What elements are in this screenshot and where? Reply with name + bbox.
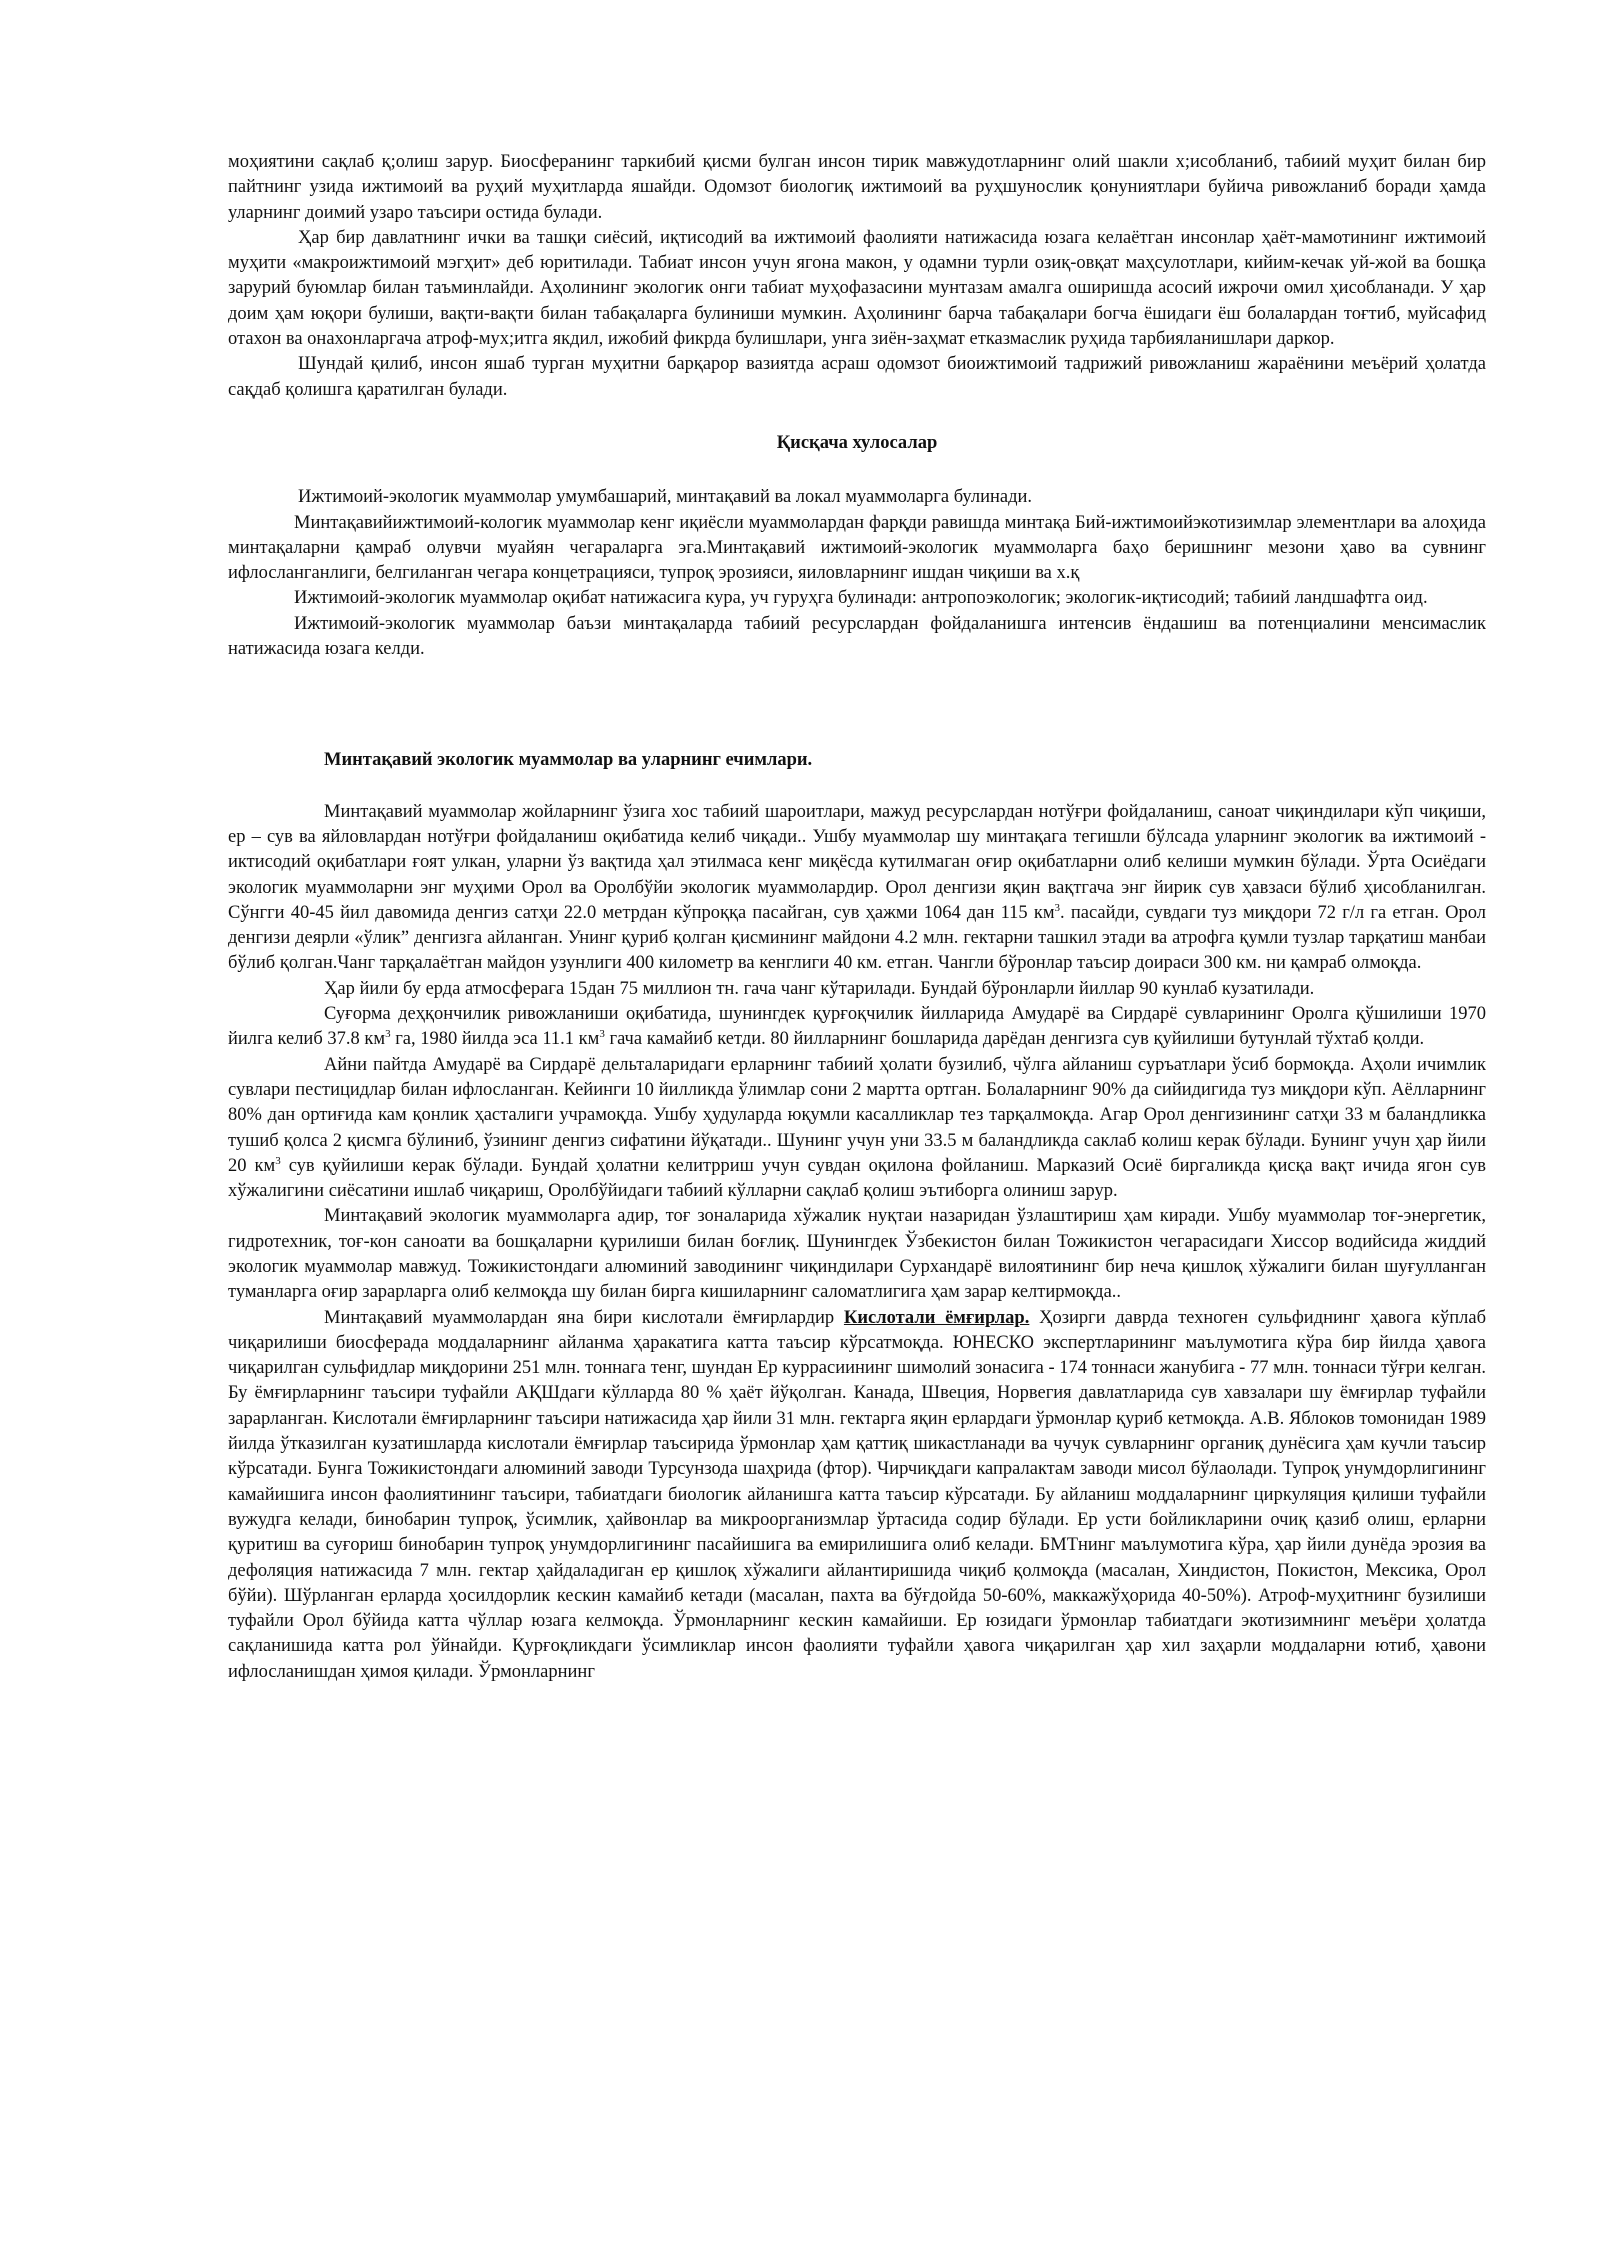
intro-paragraph-1: моҳиятини сақлаб қ;олиш зарур. Биосферанинг таркибий қисми булган инсон тирик мавжудотларнинг олий шакли х;исобланиб, табиий муҳит билан бир пайтнинг узида ижтимоий ва руҳий муҳитларда яшайди. Одомзот биологиқ ижтимоий ва руҳшунослик қонуниятлари буйича ривожланиб боради ҳамда уларнинг доимий узаро таъсири остида булади.	[228, 152, 1486, 223]
regional-paragraph-6	[228, 1306, 1486, 1685]
acid-rain-inline-heading: Кислотали ёмғирлар.	[843, 1307, 1030, 1328]
summary-paragraph-4: Ижтимоий-экологик муаммолар баъзи минтақаларда табиий ресурслардан фойдаланишга интенсив ёндашиш ва потенциалини менсимаслик натижасида юзага келди.	[228, 613, 1486, 660]
regional-paragraph-1-tail: . пасайди, сувдаги туз миқдори 72 г/л га етган. Орол денгизи деярли «ўлик” денгизга айланган. Унинг қуриб қолган қисмининг майдони 4.2 млн. гектарни ташкил этади ва атрофга қумли тузлар тарқатиш манбаи бўлиб қолган.Чанг тарқалаётган майдон узунлиги 400 километр ва кенглиги 40 км. етган. Чангли бўронлар таъсир доираси 300 км. ни қамраб олмоқда.	[228, 902, 1486, 974]
regional-paragraph-6-part-a: Минтақавий муаммолардан яна бири кислотали ёмғирлардир	[324, 1307, 844, 1328]
regional-paragraph-3-part-a: Суғорма деҳқончилик ривожланиши оқибатида, шунингдек қурғоқчилик йилларида Амударё ва Сирдарё сувларининг Оролга қўшилиши 1970 йилга келиб 37.8 км	[228, 1004, 1486, 1050]
regional-paragraph-4	[228, 1053, 1486, 1205]
superscript-cubed: 3	[275, 1154, 281, 1167]
summary-paragraph-3: Ижтимоий-экологик муаммолар оқибат натижасига кура, уч гуруҳга булинади: антропоэкологик; экологик-иқтисодий; табиий ландшафтга оид.	[294, 588, 1428, 609]
regional-paragraph-1-text: Минтақавий муаммолар жойларнинг ўзига хос табиий шароитлари, мажуд ресурслардан нотўғри фойдаланиш, саноат чиқиндилари кўп чиқиши, ер – сув ва яйловлардан нотўғри фойдаланиш оқибатида келиб чиқади.. Ушбу муаммолар шу минтақага тегишли бўлсада уларнинг экологик ва ижтимоий - иктисодий оқибатлари ғоят улкан, уларни ўз вақтида ҳал этилмаса кенг миқёсда кутилмаган оғир оқибатларни олиб келиши мумкин бўлади. Ўрта Осиёдаги экологик муаммоларни энг муҳими Орол ва Оролбўйи экологик муаммолардир. Орол денгизи яқин вақтгача энг йирик сув ҳавзаси бўлиб ҳисобланилган. Сўнгги 40-45 йил давомида денгиз сатҳи 22.0 метрдан кўпроққа пасайган, сув ҳажми 1064 дан 115 км	[228, 801, 1486, 923]
regional-paragraph-4-part-b: сув қуйилиши керак бўлади. Бундай ҳолатни келитрриш учун сувдан оқилона фойланиш. Марказий Осиё биргаликда қисқа вақт ичида ягон сув хўжалигини сиёсатини ишлаб чиқариш, Оролбўйидаги табиий кўлларни сақлаб қолиш эътиборга олиниш зарур.	[228, 1155, 1486, 1202]
regional-paragraph-1	[228, 800, 1486, 977]
superscript-cubed: 3	[385, 1028, 391, 1041]
regional-paragraph-6-part-b: Ҳозирги даврда техноген сульфиднинг ҳавога кўплаб чиқарилиши биосферада моддаларнинг айланма ҳаракатига катта таъсир кўрсатмоқда. ЮНЕСКО экспертларининг маълумотига кўра бир йилда ҳавога чиқарилган сульфидлар миқдорини 251 млн. тоннага тенг, шундан Ер куррасиининг шимолий зонасига - 174 тоннаси жанубига - 77 млн. тоннаси тўғри келган. Бу ёмғирларнинг таъсири туфайли АҚШдаги кўлларда 80 % ҳаёт йўқолган. Канада, Швеция, Норвегия давлатларида сув хавзалари шу ёмғирлар туфайли зарарланган. Кислотали ёмғирларнинг таъсири натижасида ҳар йили 31 млн. гектарга яқин ерлардаги ўрмонлар қуриб кетмоқда. А.В. Яблоков томонидан 1989 йилда ўтказилган кузатишларда кислотали ёмғирлар таъсирида ўрмонлар ҳам қаттиқ шикастланади ва чучук сувларнинг органиқ дунёсига ҳам кучли таъсир кўрсатади. Бунга Тожикистондаги алюминий заводи Турсунзода шаҳрида (фтор). Чирчиқдаги капралактам заводи мисол бўлаолади. Тупроқ унумдорлигининг камайишига инсон фаолиятининг таъсири, табиатдаги биологик айланишга катта таъсир кўрсатади. Бу айланиш моддаларнинг циркуляция қилиши туфайли вужудга келади, бинобарин тупроқ, ўсимлик, ҳайвонлар ва микроорганизмлар ўртасида содир бўлади. Ер усти бойликларини очиқ қазиб олиш, ерларни қуритиш ва суғориш бинобарин тупроқ унумдорлигининг пасайишига ва емирилишига олиб келади. БМТнинг маълумотига кўра, ҳар йили дунёда эрозия ва дефоляция натижасида 7 млн. гектар ҳайдаладиган ер қишлоқ хўжалиги айлантиришида чиқиб қолмоқда (масалан, Хиндистон, Покистон, Мексика, Орол бўйи). Шўрланган ерларда ҳосилдорлик кескин камайиб кетади (масалан, пахта ва бўғдойда 50-60%, маккажўҳорида 40-50%). Атроф-муҳитнинг бузилиши туфайли Орол бўйида катта чўллар юзага келмоқда. Ўрмонларнинг кескин камайиши. Ер юзидаги ўрмонлар табиатдаги экотизимнинг меъёри ҳолатда сақланишида катта рол ўйнайди. Қурғоқликдаги ўсимликлар инсон фаолияти туфайли ҳавога чиқарилган ҳар хил заҳарли моддаларни ютиб, ҳавони ифлосланишдан ҳимоя қилади. Ўрмонларнинг	[228, 1307, 1486, 1682]
intro-paragraph-3: Шундай қилиб, инсон яшаб турган муҳитни барқарор вазиятда асраш одомзот биоижтимоий тадрижий ривожланиш жараёнини меъёрий ҳолатда сақдаб қолишга қаратилган булади.	[228, 354, 1486, 400]
superscript-cubed: 3	[1054, 901, 1061, 914]
regional-paragraph-2: Ҳар йили бу ерда атмосферага 15дан 75 миллион тн. гача чанг кўтарилади. Бундай бўронларли йиллар 90 кунлаб кузатилади.	[324, 978, 1315, 999]
document-body	[228, 150, 1486, 1685]
regional-paragraph-3-part-b: га, 1980 йилда эса 11.1 км	[390, 1029, 600, 1050]
summary-title: Қисқача хулосалар	[776, 432, 938, 453]
intro-paragraph-2: Ҳар бир давлатнинг ички ва ташқи сиёсий, иқтисодий ва ижтимоий фаолияти натижасида юзага келаётган инсонлар ҳаёт-мамотининг ижтимоий муҳити «макроижтимоий мэгҳит» деб юритилади. Табиат инсон учун ягона макон, у одамни турли озиқ-овқат маҳсулотлари, кийим-кечак уй-жой ва бошқа зарурий буюмлар билан таъминлайди. Аҳолининг экологик онги табиат муҳофазасини мунтазам амалга оширишда асосий ижрочи омил ҳисобланади. У ҳар доим ҳам юқори булиши, вақти-вақти билан табақаларга булиниши мумкин. Аҳолининг барча табақалари богча ёшидаги ёш болалардан тоғтиб, муйсафид отахон ва онахонларгача атроф-мух;итга якдил, ижобий фикрда булишлари, унга зиён-заҳмат етказмаслик руҳида тарбияланишлари даркор.	[228, 227, 1486, 350]
summary-paragraph-1: Ижтимоий-экологик муаммолар умумбашарий, минтақавий ва локал муаммоларга булинади.	[298, 487, 1033, 508]
summary-paragraph-2: Минтақавийижтимоий-кологик муаммолар кенг иқиёсли муаммолардан фарқди равишда минтақа Бий-ижтимоийэкотизимлар элементлари ва алоҳида минтақаларни қамраб олувчи муайян чегараларга эга.Минтақавий ижтимоий-экологик муаммоларга баҳо беришнинг мезони ҳаво ва сувнинг ифлосланганлиги, белгиланган чегара концетрацияси, тупроқ эрозияси, яиловларнинг ишдан чиқиши ва х.қ	[228, 512, 1486, 584]
regional-paragraph-4-part-a: Айни пайтда Амударё ва Сирдарё дельталаридаги ерларнинг табиий ҳолати бузилиб, чўлга айланиш суръатлари ўсиб бормоқда. Аҳоли ичимлик сувлари пестицидлар билан ифлосланган. Кейинги 10 йилликда ўлимлар сони 2 мартта ортган. Болаларнинг 90% да сийидигида туз миқдори кўп. Аёлларнинг 80% дан ортиғида кам қонлик ҳасталиги учрамоқда. Ушбу ҳудуларда юқумли касалликлар тез тарқалмоқда. Агар Орол денгизининг сатҳи 33 м баландликка тушиб қолса 2 қисмга бўлиниб, ўзининг денгиз сифатини йўқатади.. Шунинг учун уни 33.5 м баландликда саклаб колиш керак бўлади. Бунинг учун ҳар йили 20 км	[228, 1054, 1486, 1176]
regional-paragraph-3-part-c: гача камайиб кетди. 80 йилларнинг бошларида дарёдан денгизга сув қуйилиши бутунлай тўхтаб қолди.	[604, 1029, 1425, 1050]
superscript-cubed: 3	[599, 1028, 605, 1041]
regional-section-title: Минтақавий экологик муаммолар ва уларнинг ечимлари.	[324, 750, 813, 771]
regional-paragraph-5: Минтақавий экологик муаммоларга адир, тоғ зоналарида хўжалик нуқтаи назаридан ўзлаштириш ҳам киради. Ушбу муаммолар тоғ-энергетик, гидротехник, тоғ-кон саноати ва бошқаларни қурилиши билан боғлиқ. Шунингдек Ўзбекистон билан Тожикистон чегарасидаги Хиссор водийсида жиддий экологик муаммолар мавжуд. Тожикистондаги алюминий заводининг чиқиндилари Сурхандарё вилоятининг бир неча қишлоқ хўжалиги билан шуғулланган туманларга оғир зарарларга олиб келмоқда шу билан бирга кишиларнинг саломатлигига ҳам зарар келтирмоқда..	[228, 1206, 1486, 1303]
regional-paragraph-3	[228, 1002, 1486, 1053]
